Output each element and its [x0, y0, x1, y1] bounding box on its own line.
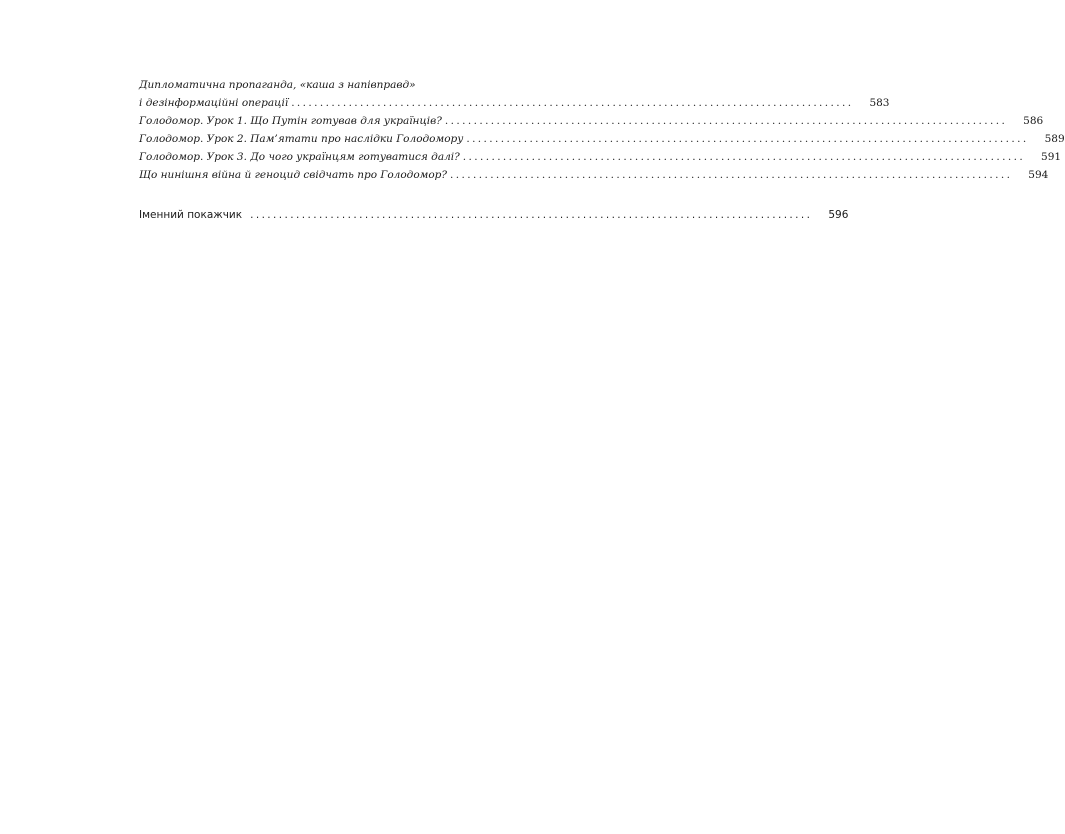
leader-dots: ..................................................................................................: [444, 115, 1008, 127]
toc-entry-page: 591: [1041, 151, 1062, 163]
toc-entry-title: Іменний покажчик: [139, 209, 243, 221]
toc-entry-page: 594: [1028, 169, 1049, 181]
toc-entry-holodomor-lesson-2: [139, 132, 1065, 146]
toc-entry-page: 586: [1023, 115, 1044, 127]
toc-entry-page: 596: [828, 209, 849, 221]
toc-entry-title: Що нинішня війна й геноцид свідчать про Голодомор?: [139, 169, 448, 181]
toc-entry-title: Голодомор. Урок 2. Пам’ятати про наслідки Голодомору: [139, 133, 464, 145]
leader-dots: ..................................................................................................: [250, 209, 813, 221]
leader-dots: ..................................................................................................: [466, 133, 1029, 145]
toc-entry-holodomor-lesson-1: [139, 114, 1044, 128]
leader-dots: ..................................................................................................: [450, 169, 1013, 181]
toc-entry-holodomor-lesson-3: [139, 150, 1062, 164]
toc-entry-page: 583: [869, 97, 890, 109]
toc-entry-title-line1: Дипломатична пропаганда, «каша з напівправд»: [139, 79, 416, 91]
toc-entry-title: Голодомор. Урок 1. Що Путін готував для українців?: [139, 115, 442, 127]
toc-entry-title: Голодомор. Урок 3. До чого українцям готуватися далі?: [139, 151, 460, 163]
leader-dots: ..................................................................................................: [462, 151, 1026, 163]
leader-dots: ..................................................................................................: [291, 97, 854, 109]
toc-entry-page: 589: [1044, 133, 1065, 145]
toc-entry-name-index: [139, 208, 849, 222]
toc-entry-title-line2: і дезінформаційні операції: [139, 97, 289, 109]
toc-entry-war-and-genocide: [139, 168, 1049, 182]
